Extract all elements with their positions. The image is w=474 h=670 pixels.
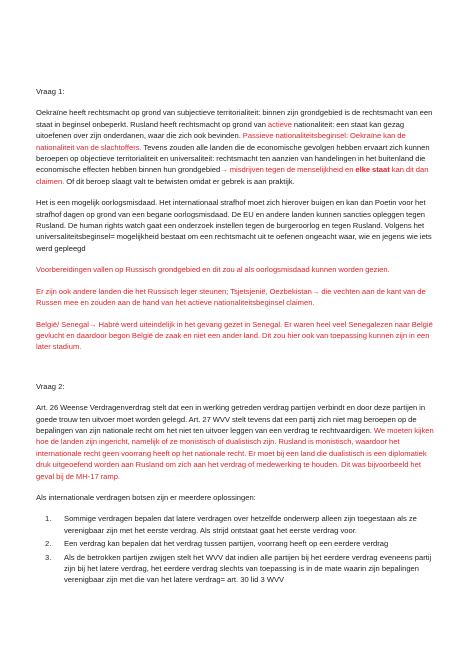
vraag1-paragraph-5: België/ Senegal→ Habré werd uiteindelijk in het gevang gezet in Senegal. Er waren heel veel Senegalezen naar België gevlucht en daardoor begon België de zaak en niet een ander land. Dit zou hier ook van toepassing kunnen zijn in een later stadium. xyxy=(36,319,433,352)
vraag1-title: Vraag 1: xyxy=(36,87,65,96)
list-item: 2. Een verdrag kan bepalen dat het verdrag tussen partijen, voorrang heeft op een eerdere verdrag xyxy=(45,539,389,549)
list-item: 1. Sommige verdragen bepalen dat latere verdragen over hetzelfde onderwerp alleen zijn toegestaan als ze verenigbaar zijn met het eerste verdrag. Als strijd ontstaat gaat het eerste verdrag voor. xyxy=(45,514,417,535)
spacer xyxy=(36,363,438,381)
vraag1-paragraph-3: Voorbereidingen vallen op Russisch grondgebied en dit zou al als oorlogsmisdaad kunnen worden gezien. xyxy=(36,265,390,275)
list-item: 3. Als de betrokken partijen zwijgen stelt het WVV dat indien alle partijen bij het eerdere verdrag eveneens partij zijn bij het latere verdrag, het eerdere verdrag slechts van toepassing is in de mate waarin zijn bepalingen verenigbaar zijn met die van het latere verdrag= art. 30 lid 3 WVV xyxy=(45,552,432,585)
vraag1-paragraph-2: Het is een mogelijk oorlogsmisdaad. Het internationaal strafhof moet zich hierover buigen en kan dan Poetin voor het strafhof dagen op grond van een begane oorlogsmisdaad. De EU en andere landen kunnen sancties opleggen tegen Rusland. De human rights watch gaat een onderzoek instellen tegen de burgeroorlog en tegen Rusland. Volgens het universaliteitsbeginsel= mogelijkheid bestaat om een rechtsmacht uit te oefenen ongeacht waar, wie en jegens wie iets werd gepleegd xyxy=(36,198,432,253)
vraag2-title: Vraag 2: xyxy=(36,381,65,391)
vraag2-paragraph-2: Als internationale verdragen botsen zijn er meerdere oplossingen: xyxy=(36,492,256,502)
vraag2-solutions-list xyxy=(36,513,438,585)
vraag1-paragraph-1: Oekraïne heeft rechtsmacht op grond van subjectieve territorialiteit: binnen zijn grondgebied is de rechtsmacht van een staat in beginsel onbeperkt. Rusland heeft rechtsmacht op grond van actieve nationaliteit: een staat kan gezag uitoefenen over zijn onderdanen, waar die zich ook bevinden. Passieve nationaliteitsbeginsel: Oekraïne kan de nationaliteit van de slachtoffers. Tevens zouden alle landen die de economische gevolgen hebben ervaart zich kunnen beroepen op objectieve territorialiteit en universaliteit: rechtsmacht ten aanzien van handelingen in het buitenland die economische effecten hebben binnen hun grondgebied→ misdrijven tegen de menselijkheid en elke staat kan dit dan claimen. Of dit beroep slaagt valt te betwisten omdat er gebrek is aan praktijk. xyxy=(36,108,433,186)
vraag2-paragraph-1: Art. 26 Weense Verdragenverdrag stelt dat een in werking getreden verdrag partijen verbindt en door deze partijen in goede trouw ten uitvoer moet worden gelegd. Art. 27 WVV stelt tevens dat een partij zich niet mag beroepen op de bepalingen van zijn nationale recht om het niet ten uitvoer leggen van een verdrag te rechtvaardigen. We moeten kijken hoe de landen zijn ingericht, namelijk of ze monistisch of dualistisch zijn. Rusland is monistisch, waardoor het internationale recht geen voorrang heeft op het nationale recht. Er moet bij een land die dualistisch is een diplomatiek druk uitgeoefend worden aan Rusland om zich aan het verdrag of medewerking te houden. Dit was bijvoorbeeld het geval bij de MH-17 ramp. xyxy=(36,403,434,481)
vraag1-paragraph-4: Er zijn ook andere landen die het Russisch leger steunen; Tsjetsjenië, Oezbekistan→ die vechten aan de kant van de Russen mee en zouden aan de hand van het actieve nationaliteitsbeginsel claimen. xyxy=(36,286,426,308)
